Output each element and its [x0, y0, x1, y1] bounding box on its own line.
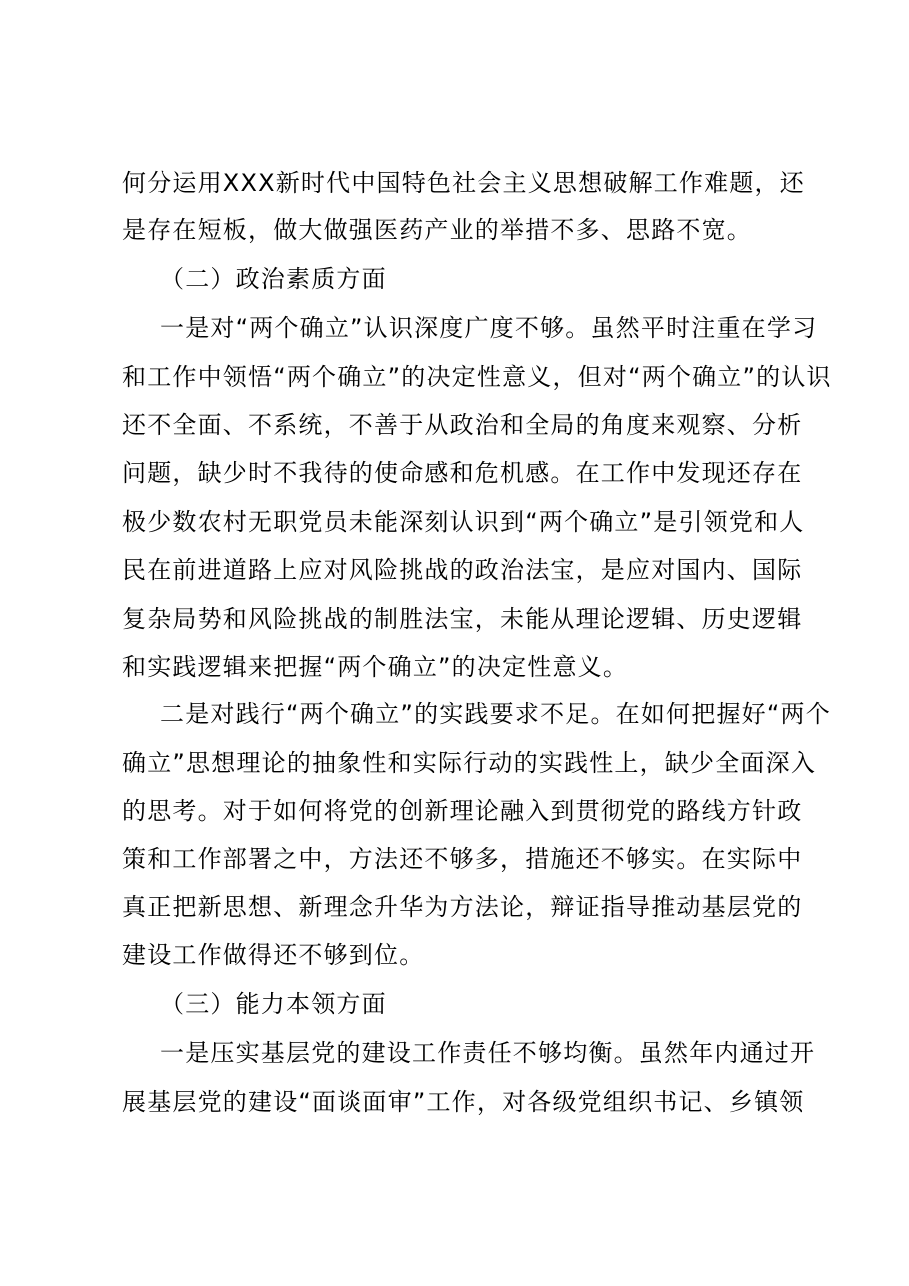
text-line: 的思考。对于如何将党的创新理论融入到贯彻党的路线方针政: [122, 797, 803, 825]
text-line: 确立”思想理论的抽象性和实际行动的实践性上，缺少全面深入: [122, 749, 817, 777]
text-line: 一是对“两个确立”认识深度广度不够。虽然平时注重在学习: [160, 314, 818, 342]
section-heading: （二）政治素质方面: [160, 265, 387, 293]
text-line: 问题，缺少时不我待的使命感和危机感。在工作中发现还存在: [122, 459, 803, 487]
section-heading: （三）能力本领方面: [160, 990, 387, 1018]
text-line: 二是对践行“两个确立”的实践要求不足。在如何把握好“两个: [160, 700, 831, 728]
text-line: 策和工作部署之中，方法还不够多，措施还不够实。在实际中: [122, 845, 803, 873]
text-line: 还不全面、不系统，不善于从政治和全局的角度来观察、分析: [122, 411, 803, 439]
text-line: 一是压实基层党的建设工作责任不够均衡。虽然年内通过开: [160, 1039, 816, 1067]
text-line: 是存在短板，做大做强医药产业的举措不多、思路不宽。: [122, 216, 752, 244]
text-line: 何分运用XXX新时代中国特色社会主义思想破解工作难题，还: [122, 169, 805, 197]
text-line: 真正把新思想、新理念升华为方法论，辩证指导推动基层党的: [122, 893, 803, 921]
text-line: 复杂局势和风险挑战的制胜法宝，未能从理论逻辑、历史逻辑: [122, 605, 803, 633]
text-line: 民在前进道路上应对风险挑战的政治法宝，是应对国内、国际: [122, 556, 803, 584]
text-line: 展基层党的建设“面谈面审”工作，对各级党组织书记、乡镇领: [122, 1088, 805, 1116]
text-line: 建设工作做得还不够到位。: [122, 941, 425, 969]
text-line: 和工作中领悟“两个确立”的决定性意义，但对“两个确立”的认识: [122, 363, 832, 391]
text-line: 和实践逻辑来把握“两个确立”的决定性意义。: [122, 653, 629, 681]
text-line: 极少数农村无职党员未能深刻认识到“两个确立”是引领党和人: [122, 508, 805, 536]
